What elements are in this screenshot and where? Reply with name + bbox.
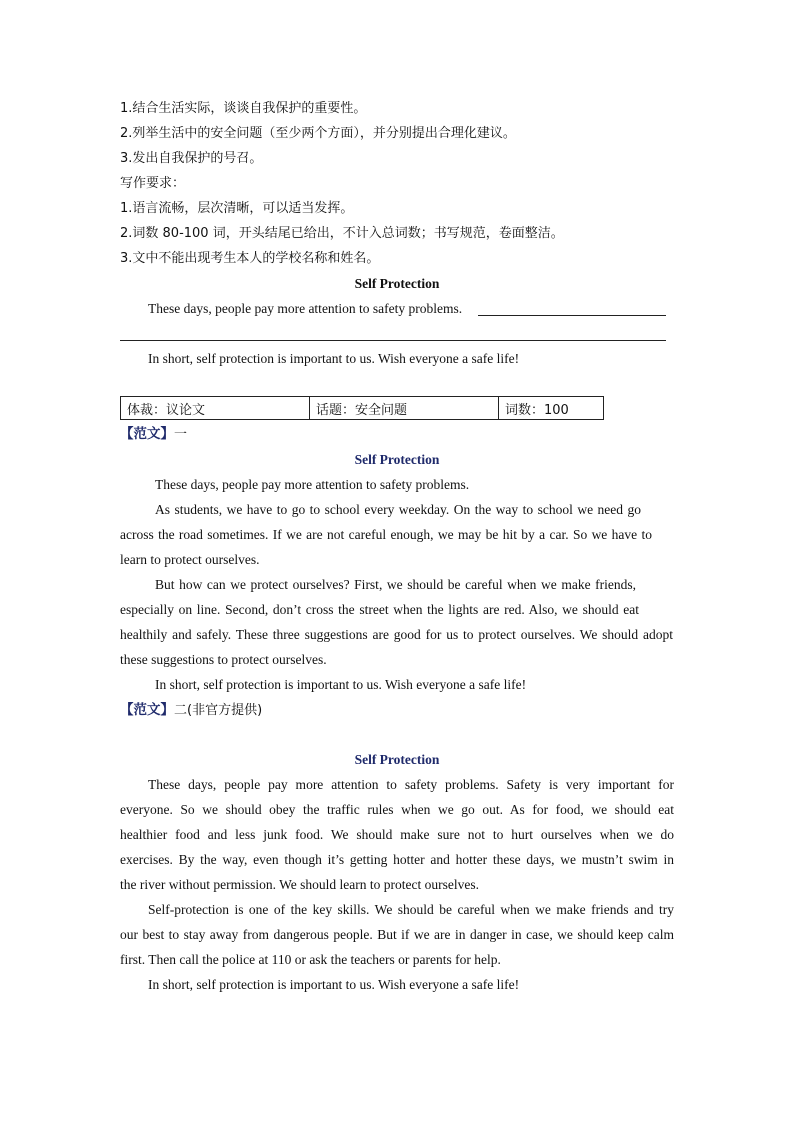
sample-label-number: 二(非官方提供) bbox=[174, 703, 263, 718]
requirement-1: 1.语言流畅，层次清晰，可以适当发挥。 bbox=[120, 201, 354, 216]
sample-2-line: Self-protection is one of the key skills. We should be careful when we make friends and try bbox=[148, 902, 674, 917]
table-row bbox=[121, 397, 604, 420]
prompt-point-1: 1.结合生活实际，谈谈自我保护的重要性。 bbox=[120, 101, 367, 116]
answer-blank-line bbox=[120, 340, 666, 341]
sample-2-line: everyone. So we should obey the traffic rules when we go out. As for food, we should eat bbox=[120, 802, 674, 817]
sample-2-line: first. Then call the police at 110 or ask the teachers or parents for help. bbox=[120, 952, 501, 967]
sample-label-bracket: 【范文】 bbox=[120, 702, 174, 718]
sample-1-line: especially on line. Second, don’t cross the street when the lights are red. Also, we should eat bbox=[120, 602, 639, 617]
sample-1-line: across the road sometimes. If we are not careful enough, we may be hit by a car. So we have to bbox=[120, 527, 652, 542]
sample-2-line: These days, people pay more attention to safety problems. Safety is very important for bbox=[148, 777, 674, 792]
sample-1-line: In short, self protection is important to us. Wish everyone a safe life! bbox=[155, 677, 527, 692]
sample-2-line: exercises. By the way, even though it’s getting hotter and hotter these days, we mustn’t swim in bbox=[120, 852, 674, 867]
requirement-3: 3.文中不能出现考生本人的学校名称和姓名。 bbox=[120, 251, 380, 266]
sample-1-line: learn to protect ourselves. bbox=[120, 552, 260, 567]
sample-2-title: Self Protection bbox=[354, 752, 440, 767]
sample-1-line: As students, we have to go to school every weekday. On the way to school we need go bbox=[155, 502, 641, 517]
sample-1-title: Self Protection bbox=[354, 452, 440, 467]
sample-label-number: 一 bbox=[174, 427, 188, 442]
sample-1-label bbox=[120, 424, 187, 445]
requirements-heading: 写作要求： bbox=[120, 176, 186, 191]
sample-2-line: the river without permission. We should learn to protect ourselves. bbox=[120, 877, 479, 892]
prompt-point-3: 3.发出自我保护的号召。 bbox=[120, 151, 263, 166]
essay-info-table bbox=[120, 396, 604, 420]
sample-label-bracket: 【范文】 bbox=[120, 426, 174, 442]
prompt-essay-title: Self Protection bbox=[354, 276, 440, 291]
sample-2-line: healthier food and less junk food. We should make sure not to hurt ourselves when we do bbox=[120, 827, 674, 842]
sample-1-line: But how can we protect ourselves? First, we should be careful when we make friends, bbox=[155, 577, 636, 592]
sample-1-line: These days, people pay more attention to safety problems. bbox=[155, 477, 470, 492]
topic-cell: 话题：安全问题 bbox=[310, 397, 499, 420]
sample-2-line: our best to stay away from dangerous people. But if we are in danger in case, we should keep calm bbox=[120, 927, 674, 942]
prompt-closing-sentence: In short, self protection is important to us. Wish everyone a safe life! bbox=[148, 351, 520, 366]
sample-1-line: healthily and safely. These three suggestions are good for us to protect ourselves. We should adopt bbox=[120, 627, 673, 642]
prompt-point-2: 2.列举生活中的安全问题（至少两个方面），并分别提出合理化建议。 bbox=[120, 126, 516, 141]
answer-blank-line bbox=[478, 315, 666, 316]
requirement-2: 2.词数 80-100 词，开头结尾已给出，不计入总词数；书写规范，卷面整洁。 bbox=[120, 226, 564, 241]
sample-2-line: In short, self protection is important to us. Wish everyone a safe life! bbox=[148, 977, 520, 992]
sample-1-line: these suggestions to protect ourselves. bbox=[120, 652, 327, 667]
genre-cell: 体裁：议论文 bbox=[121, 397, 310, 420]
prompt-opening-sentence: These days, people pay more attention to safety problems. bbox=[148, 301, 463, 316]
word-count-cell: 词数：100 bbox=[499, 397, 604, 420]
sample-2-label bbox=[120, 700, 262, 721]
